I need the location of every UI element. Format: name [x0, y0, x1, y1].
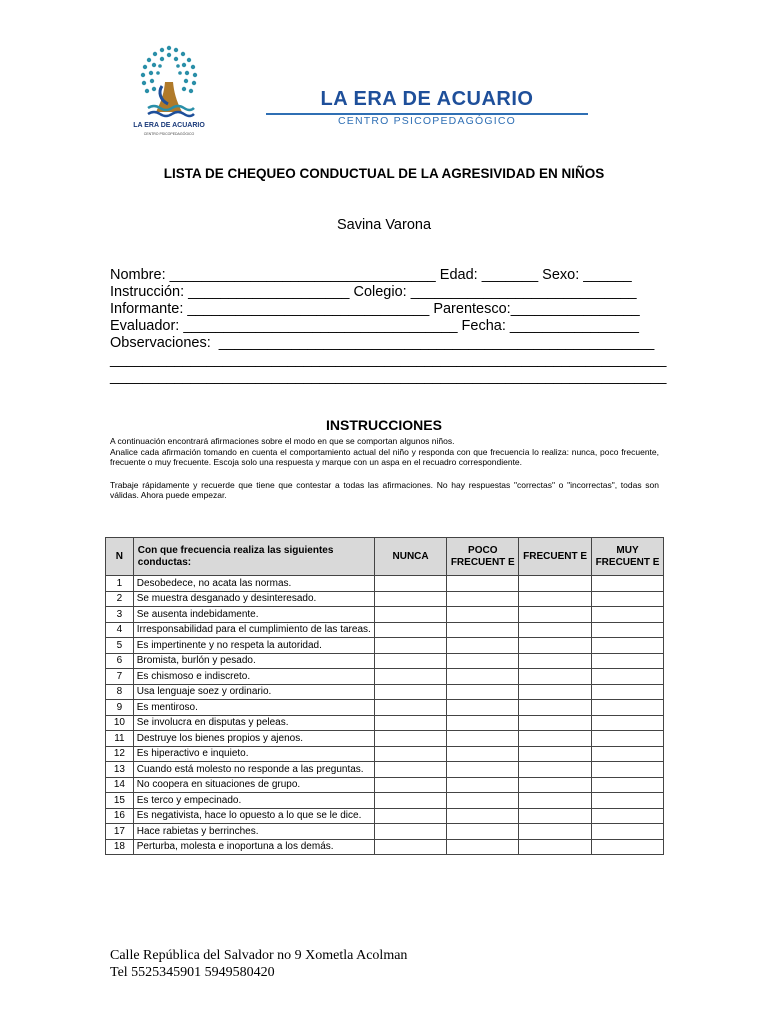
brand-wordmark: [266, 88, 618, 134]
checkbox-poco-frecuente[interactable]: [447, 700, 519, 716]
header-muy-frecuente: MUY FRECUENT E: [592, 538, 664, 576]
checkbox-frecuente[interactable]: [519, 731, 592, 747]
checkbox-frecuente[interactable]: [519, 808, 592, 824]
row-behavior: Se muestra desganado y desinteresado.: [133, 591, 374, 607]
checkbox-frecuente[interactable]: [519, 622, 592, 638]
table-row: [106, 731, 664, 747]
row-number: 3: [106, 607, 134, 623]
table-row: [106, 607, 664, 623]
checkbox-muy-frecuente[interactable]: [592, 669, 664, 685]
form-line-instruccion: Instrucción: ____________________ Colegio: ____________________________: [110, 284, 637, 300]
checkbox-muy-frecuente[interactable]: [592, 638, 664, 654]
checkbox-poco-frecuente[interactable]: [447, 762, 519, 778]
row-behavior: Cuando está molesto no responde a las preguntas.: [133, 762, 374, 778]
checkbox-nunca[interactable]: [374, 731, 447, 747]
instructions-paragraph-2: Analice cada afirmación tomando en cuenta el comportamiento actual del niño y responda con que frecuencia lo realiza: nunca, poco frecuente, frecuente o muy frecuente. Escoja solo una respuesta y marque con un aspa en el recuadro correspondiente.: [110, 447, 659, 467]
checkbox-nunca[interactable]: [374, 746, 447, 762]
checkbox-muy-frecuente[interactable]: [592, 808, 664, 824]
checkbox-muy-frecuente[interactable]: [592, 762, 664, 778]
checkbox-muy-frecuente[interactable]: [592, 715, 664, 731]
checkbox-nunca[interactable]: [374, 622, 447, 638]
checkbox-muy-frecuente[interactable]: [592, 653, 664, 669]
checkbox-muy-frecuente[interactable]: [592, 824, 664, 840]
table-row: [106, 793, 664, 809]
table-row: [106, 622, 664, 638]
row-number: 17: [106, 824, 134, 840]
checkbox-nunca[interactable]: [374, 793, 447, 809]
brand-title: LA ERA DE ACUARIO: [320, 88, 534, 110]
checkbox-nunca[interactable]: [374, 638, 447, 654]
checkbox-nunca[interactable]: [374, 839, 447, 855]
row-number: 13: [106, 762, 134, 778]
table-row: [106, 777, 664, 793]
header-poco-frecuente: POCO FRECUENT E: [447, 538, 519, 576]
checklist-table: [105, 537, 664, 855]
checkbox-poco-frecuente[interactable]: [447, 576, 519, 592]
row-behavior: Irresponsabilidad para el cumplimiento de las tareas.: [133, 622, 374, 638]
row-behavior: Bromista, burlón y pesado.: [133, 653, 374, 669]
header-frecuente: FRECUENT E: [519, 538, 592, 576]
table-row: [106, 638, 664, 654]
checkbox-nunca[interactable]: [374, 777, 447, 793]
header-nunca: NUNCA: [374, 538, 447, 576]
checkbox-muy-frecuente[interactable]: [592, 700, 664, 716]
row-number: 12: [106, 746, 134, 762]
table-row: [106, 746, 664, 762]
header-n: N: [106, 538, 134, 576]
checkbox-nunca[interactable]: [374, 824, 447, 840]
row-behavior: Es chismoso e indiscreto.: [133, 669, 374, 685]
table-row: [106, 839, 664, 855]
row-behavior: Es terco y empecinado.: [133, 793, 374, 809]
form-line-evaluador: Evaluador: __________________________________ Fecha: ________________: [110, 318, 639, 334]
row-behavior: No coopera en situaciones de grupo.: [133, 777, 374, 793]
checkbox-poco-frecuente[interactable]: [447, 607, 519, 623]
form-line-blank-1: _____________________________________________________________________: [110, 352, 667, 368]
checkbox-muy-frecuente[interactable]: [592, 576, 664, 592]
checkbox-poco-frecuente[interactable]: [447, 715, 519, 731]
row-behavior: Se involucra en disputas y peleas.: [133, 715, 374, 731]
checkbox-muy-frecuente[interactable]: [592, 684, 664, 700]
table-row: [106, 700, 664, 716]
author-name: Savina Varona: [336, 217, 432, 233]
row-number: 11: [106, 731, 134, 747]
logo-subtitle: CENTRO PSICOPEDAGÓGICO: [143, 132, 195, 136]
checkbox-frecuente[interactable]: [519, 591, 592, 607]
table-row: [106, 684, 664, 700]
checkbox-poco-frecuente[interactable]: [447, 824, 519, 840]
logo: [118, 42, 220, 142]
checkbox-nunca[interactable]: [374, 669, 447, 685]
checkbox-frecuente[interactable]: [519, 793, 592, 809]
checkbox-frecuente[interactable]: [519, 762, 592, 778]
row-number: 1: [106, 576, 134, 592]
checkbox-nunca[interactable]: [374, 808, 447, 824]
row-number: 2: [106, 591, 134, 607]
row-number: 15: [106, 793, 134, 809]
form-line-blank-2: _____________________________________________________________________: [110, 369, 667, 385]
row-number: 5: [106, 638, 134, 654]
checkbox-nunca[interactable]: [374, 607, 447, 623]
checkbox-poco-frecuente[interactable]: [447, 622, 519, 638]
row-number: 8: [106, 684, 134, 700]
header-description: Con que frecuencia realiza las siguientes conductas:: [133, 538, 374, 576]
checkbox-poco-frecuente[interactable]: [447, 669, 519, 685]
row-behavior: Perturba, molesta e inoportuna a los demás.: [133, 839, 374, 855]
checkbox-muy-frecuente[interactable]: [592, 622, 664, 638]
row-number: 6: [106, 653, 134, 669]
checkbox-poco-frecuente[interactable]: [447, 653, 519, 669]
row-number: 9: [106, 700, 134, 716]
table-row: [106, 653, 664, 669]
tree-icon: [118, 42, 220, 122]
checkbox-frecuente[interactable]: [519, 839, 592, 855]
row-behavior: Desobedece, no acata las normas.: [133, 576, 374, 592]
checkbox-frecuente[interactable]: [519, 777, 592, 793]
checkbox-muy-frecuente[interactable]: [592, 607, 664, 623]
row-behavior: Es impertinente y no respeta la autoridad.: [133, 638, 374, 654]
row-number: 14: [106, 777, 134, 793]
checkbox-poco-frecuente[interactable]: [447, 793, 519, 809]
row-behavior: Es hiperactivo e inquieto.: [133, 746, 374, 762]
checkbox-muy-frecuente[interactable]: [592, 591, 664, 607]
footer-phone: Tel 5525345901 5949580420: [110, 965, 275, 980]
row-behavior: Destruye los bienes propios y ajenos.: [133, 731, 374, 747]
checkbox-muy-frecuente[interactable]: [592, 793, 664, 809]
row-behavior: Es mentiroso.: [133, 700, 374, 716]
checkbox-muy-frecuente[interactable]: [592, 746, 664, 762]
row-number: 4: [106, 622, 134, 638]
form-line-informante: Informante: ______________________________ Parentesco:________________: [110, 301, 640, 317]
checkbox-poco-frecuente[interactable]: [447, 777, 519, 793]
logo-title: LA ERA DE ACUARIO: [133, 122, 205, 129]
checkbox-nunca[interactable]: [374, 653, 447, 669]
checkbox-frecuente[interactable]: [519, 824, 592, 840]
table-row: [106, 576, 664, 592]
checkbox-frecuente[interactable]: [519, 700, 592, 716]
form-line-observaciones: Observaciones: ______________________________________________________: [110, 335, 655, 351]
instructions-paragraph-1: A continuación encontrará afirmaciones sobre el modo en que se comportan algunos niños.: [110, 436, 455, 446]
row-behavior: Se ausenta indebidamente.: [133, 607, 374, 623]
checkbox-frecuente[interactable]: [519, 638, 592, 654]
checkbox-nunca[interactable]: [374, 762, 447, 778]
instructions-title: INSTRUCCIONES: [326, 417, 442, 433]
row-behavior: Es negativista, hace lo opuesto a lo que se le dice.: [133, 808, 374, 824]
brand-subtitle: CENTRO PSICOPEDAGÓGICO: [337, 115, 517, 127]
checkbox-poco-frecuente[interactable]: [447, 591, 519, 607]
checkbox-poco-frecuente[interactable]: [447, 638, 519, 654]
table-row: [106, 715, 664, 731]
checkbox-muy-frecuente[interactable]: [592, 839, 664, 855]
row-behavior: Usa lenguaje soez y ordinario.: [133, 684, 374, 700]
checkbox-frecuente[interactable]: [519, 607, 592, 623]
row-number: 10: [106, 715, 134, 731]
checkbox-frecuente[interactable]: [519, 715, 592, 731]
table-row: [106, 591, 664, 607]
checkbox-nunca[interactable]: [374, 576, 447, 592]
checkbox-frecuente[interactable]: [519, 576, 592, 592]
checkbox-muy-frecuente[interactable]: [592, 731, 664, 747]
table-row: [106, 762, 664, 778]
checkbox-nunca[interactable]: [374, 715, 447, 731]
table-row: [106, 669, 664, 685]
row-number: 7: [106, 669, 134, 685]
checkbox-poco-frecuente[interactable]: [447, 839, 519, 855]
checkbox-frecuente[interactable]: [519, 746, 592, 762]
table-row: [106, 824, 664, 840]
checkbox-poco-frecuente[interactable]: [447, 731, 519, 747]
table-row: [106, 808, 664, 824]
checkbox-poco-frecuente[interactable]: [447, 746, 519, 762]
row-behavior: Hace rabietas y berrinches.: [133, 824, 374, 840]
row-number: 16: [106, 808, 134, 824]
checkbox-nunca[interactable]: [374, 591, 447, 607]
footer-address: Calle República del Salvador no 9 Xometla Acolman: [110, 948, 408, 963]
checkbox-frecuente[interactable]: [519, 669, 592, 685]
instructions-paragraph-3: Trabaje rápidamente y recuerde que tiene que contestar a todas las afirmaciones. No hay respuestas "correctas" o "incorrectas", todas son válidas. Ahora puede empezar.: [110, 480, 659, 500]
table-header-row: [106, 538, 664, 576]
row-number: 18: [106, 839, 134, 855]
checkbox-muy-frecuente[interactable]: [592, 777, 664, 793]
checkbox-frecuente[interactable]: [519, 684, 592, 700]
checkbox-poco-frecuente[interactable]: [447, 684, 519, 700]
checkbox-nunca[interactable]: [374, 700, 447, 716]
checkbox-poco-frecuente[interactable]: [447, 808, 519, 824]
checkbox-frecuente[interactable]: [519, 653, 592, 669]
document-title: LISTA DE CHEQUEO CONDUCTUAL DE LA AGRESIVIDAD EN NIÑOS: [163, 166, 605, 181]
form-line-nombre: Nombre: _________________________________ Edad: _______ Sexo: ______: [110, 267, 632, 283]
checkbox-nunca[interactable]: [374, 684, 447, 700]
